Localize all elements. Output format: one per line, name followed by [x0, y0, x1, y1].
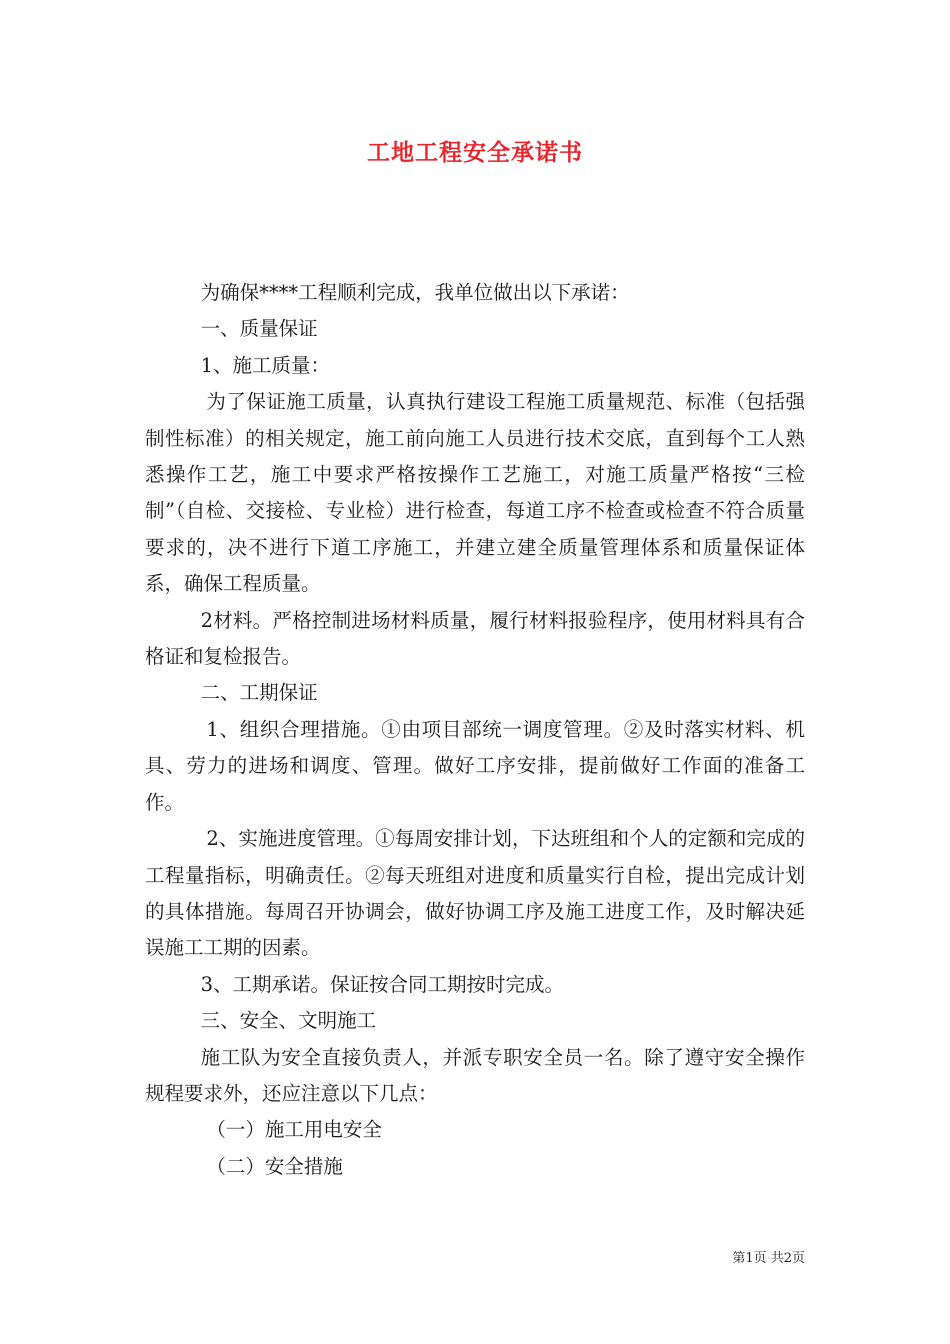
document-title: 工地工程安全承诺书 — [367, 139, 583, 166]
subsection-construction-quality: 1、施工质量： — [200, 353, 330, 377]
page-number: 第1页 共2页 — [732, 1251, 805, 1266]
section-heading-safety: 三、安全、文明施工 — [200, 1009, 377, 1033]
document-body — [145, 275, 805, 1185]
intro-paragraph: 为确保****工程顺利完成，我单位做出以下承诺： — [200, 281, 630, 304]
paragraph-schedule-commitment: 3、工期承诺。保证按合同工期按时完成。 — [200, 972, 564, 996]
paragraph-materials: 2材料。严格控制进场材料质量，履行材料报验程序，使用材料具有合格证和复检报告。 — [145, 608, 805, 669]
section-heading-quality: 一、质量保证 — [200, 317, 318, 341]
paragraph-quality-details: 为了保证施工质量，认真执行建设工程施工质量规范、标准（包括强制性标准）的相关规定，施工前向施工人员进行技术交底，直到每个工人熟悉操作工艺，施工中要求严格按操作工艺施工，对施工质量严格按“三检制”（自检、交接检、专业检）进行检查，每道工序不检查或检查不符合质量要求的，决不进行下道工序施工，并建立建全质量管理体系和质量保证体系，确保工程质量。 — [145, 390, 805, 596]
section-heading-schedule: 二、工期保证 — [200, 681, 318, 705]
paragraph-organization: 1、组织合理措施。①由项目部统一调度管理。②及时落实材料、机具、劳力的进场和调度、管理。做好工序安排，提前做好工作面的准备工作。 — [145, 717, 805, 814]
list-item-safety-measures: （二）安全措施 — [206, 1154, 343, 1178]
list-item-electrical-safety: （一）施工用电安全 — [206, 1118, 382, 1142]
paragraph-progress-management: 2、实施进度管理。①每周安排计划，下达班组和个人的定额和完成的工程量指标，明确责任。②每天班组对进度和质量实行自检，提出完成计划的具体措施。每周召开协调会，做好协调工序及施工进度工作，及时解决延误施工工期的因素。 — [145, 827, 805, 960]
paragraph-safety-responsibility: 施工队为安全直接负责人，并派专职安全员一名。除了遵守安全操作规程要求外，还应注意以下几点： — [145, 1045, 805, 1105]
